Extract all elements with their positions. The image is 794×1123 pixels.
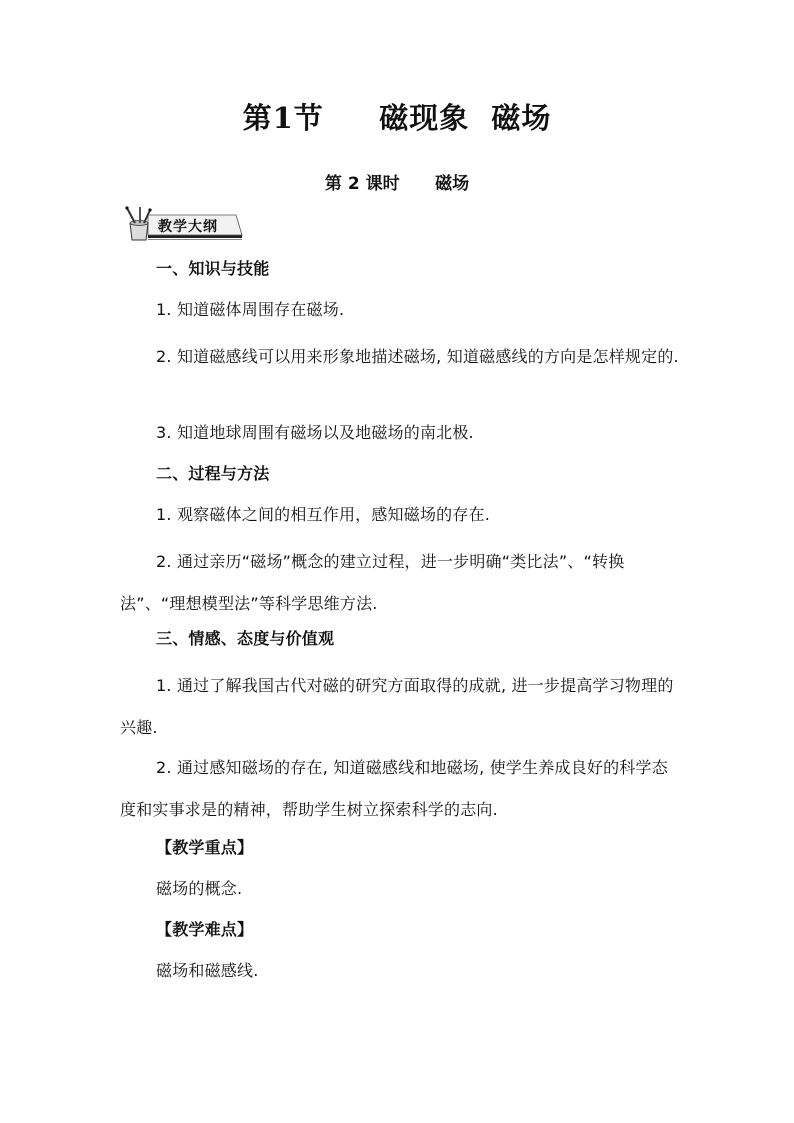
list-item: 2. 知道磁感线可以用来形象地描述磁场, 知道磁感线的方向是怎样规定的. — [156, 347, 679, 366]
difficult-point-heading: 【教学难点】 — [156, 920, 254, 939]
list-item: 2. 通过亲历“磁场”概念的建立过程，进一步明确“类比法”、“转换法”、“理想模型法”等科学思维方法. — [120, 552, 625, 613]
page-title: 第1节 磁现象 磁场 — [242, 101, 552, 135]
section-heading: 二、过程与方法 — [156, 464, 270, 483]
section-heading: 一、知识与技能 — [156, 259, 270, 278]
list-item: 1. 通过了解我国古代对磁的研究方面取得的成就, 进一步提高学习物理的兴趣. — [120, 676, 674, 737]
section-knowledge-skills — [120, 254, 680, 284]
key-point-text: 磁场的概念. — [156, 879, 243, 898]
outline-badge-label: 教学大纲 — [158, 219, 218, 235]
list-item: 1. 知道磁体周围存在磁场. — [156, 300, 345, 319]
lesson-subtitle: 第 2 课时 磁场 — [324, 174, 470, 194]
section-heading: 三、情感、态度与价值观 — [156, 629, 335, 648]
section-process-method — [120, 459, 680, 489]
section-emotion-values — [120, 624, 680, 654]
teaching-outline-badge — [118, 205, 248, 245]
difficult-point-text: 磁场和磁感线. — [156, 961, 259, 980]
list-item: 1. 观察磁体之间的相互作用，感知磁场的存在. — [156, 505, 491, 524]
list-item: 2. 通过感知磁场的存在, 知道磁感线和地磁场, 使学生养成良好的科学态度和实事求是的精神，帮助学生树立探索科学的志向. — [120, 758, 668, 819]
list-item: 3. 知道地球周围有磁场以及地磁场的南北极. — [156, 423, 474, 442]
key-point-heading: 【教学重点】 — [156, 838, 254, 857]
